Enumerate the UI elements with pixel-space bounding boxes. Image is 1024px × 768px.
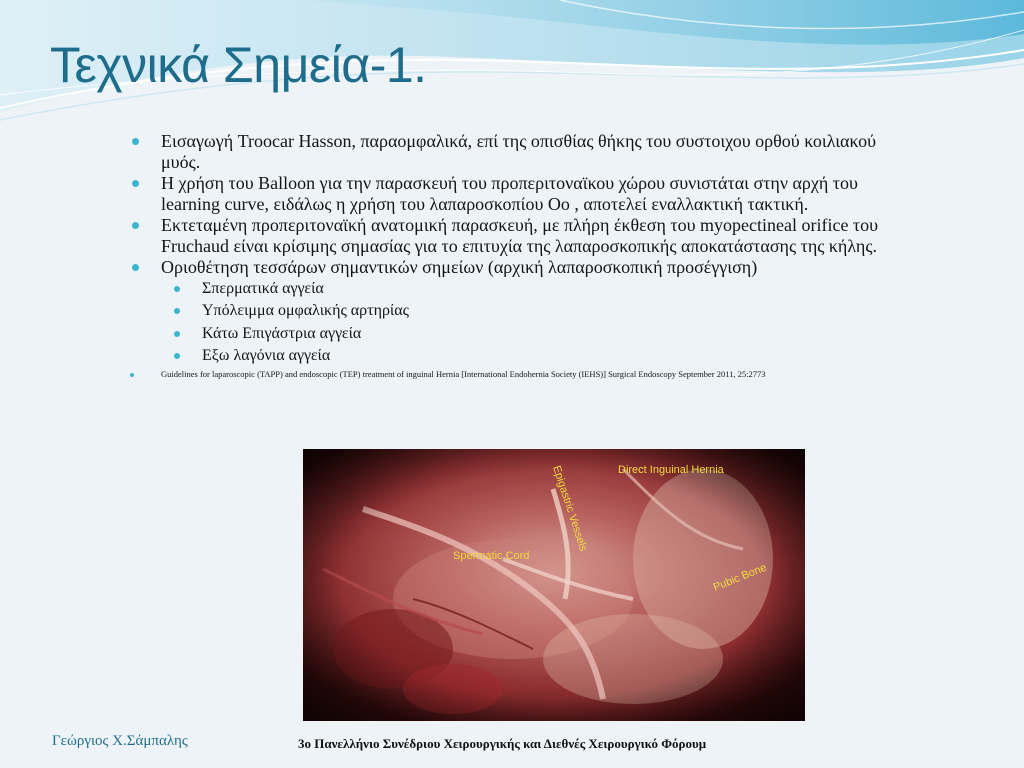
reference-item (128, 369, 908, 380)
bullet-dot-icon (174, 308, 180, 314)
sub-bullet-text: Υπόλειμμα ομφαλικής αρτηρίας (202, 302, 409, 319)
direct-inguinal-hernia-label: Direct Inguinal Hernia (618, 464, 724, 476)
bullet-text: Εκτεταμένη προπεριτοναϊκή ανατομική παρασκευή, με πλήρη έκθεση του myopectineal orifice του Fruchaud είναι κρίσιμης σημασίας για το επιτυχία της λαπαροσκοπικής αποκατάστασης της κήλης. (161, 215, 879, 256)
bullet-dot-icon (174, 353, 180, 359)
bullet-dot-icon (132, 222, 139, 229)
bullet-dot-icon (132, 138, 139, 145)
sub-bullet-item (128, 301, 908, 322)
pubic-bone-label: Pubic Bone (711, 561, 769, 594)
sub-bullet-item (128, 324, 908, 345)
bullet-item (128, 257, 908, 278)
bullet-item (128, 131, 908, 172)
sub-bullet-text: Κάτω Επιγάστρια αγγεία (202, 324, 362, 342)
bullet-item (128, 215, 908, 256)
sub-bullet-text: Σπερματικά αγγεία (202, 279, 324, 297)
bullet-text: Η χρήση του Balloon για την παρασκευή του προπεριτοναϊκου χώρου συνιστάται στην αρχή του learning curve, ειδάλως η χρήση του λαπαροσκοπίου Oo , αποτελεί εναλλακτική τακτική. (161, 173, 858, 214)
bullet-dot-icon (174, 331, 180, 337)
reference-text: Guidelines for laparoscopic (TAPP) and endoscopic (TEP) treatment of inguinal Hernia [International Endohernia Society (IEHS)] Surgical Endoscopy September 2011, 25:2773 (161, 368, 766, 379)
laparoscopic-image (303, 449, 805, 721)
sub-bullet-text: Εξω λαγόνια αγγεία (202, 347, 331, 364)
bullet-dot-icon (174, 286, 180, 292)
epigastric-vessels-label: Epigastric Vessels (550, 464, 590, 553)
bullet-item (128, 173, 908, 214)
footer-author: Γεώργιος Χ.Σάμπαλης (52, 733, 188, 749)
bullet-dot-icon (132, 180, 139, 187)
sub-bullet-item (128, 346, 908, 367)
bullet-dot-icon (132, 264, 139, 271)
footer-conference: 3ο Πανελλήνιο Συνέδριου Χειρουργικής και Διεθνές Χειρουργικό Φόρουμ (298, 736, 707, 751)
spermatic-cord-label: Spermatic Cord (453, 550, 530, 562)
bullet-dot-icon (130, 373, 134, 377)
slide-title: Τεχνικά Σημεία-1. (50, 37, 427, 93)
bullet-list (128, 131, 908, 380)
sub-bullet-item (128, 279, 908, 300)
bullet-text: Εισαγωγή Troocar Hasson, παραομφαλικά, επί της οπισθίας θήκης του συστοιχου ορθού κοιλιακού μυός. (161, 131, 877, 172)
bullet-text: Οριοθέτηση τεσσάρων σημαντικών σημείων (αρχική λαπαροσκοπική προσέγγιση) (161, 257, 758, 277)
